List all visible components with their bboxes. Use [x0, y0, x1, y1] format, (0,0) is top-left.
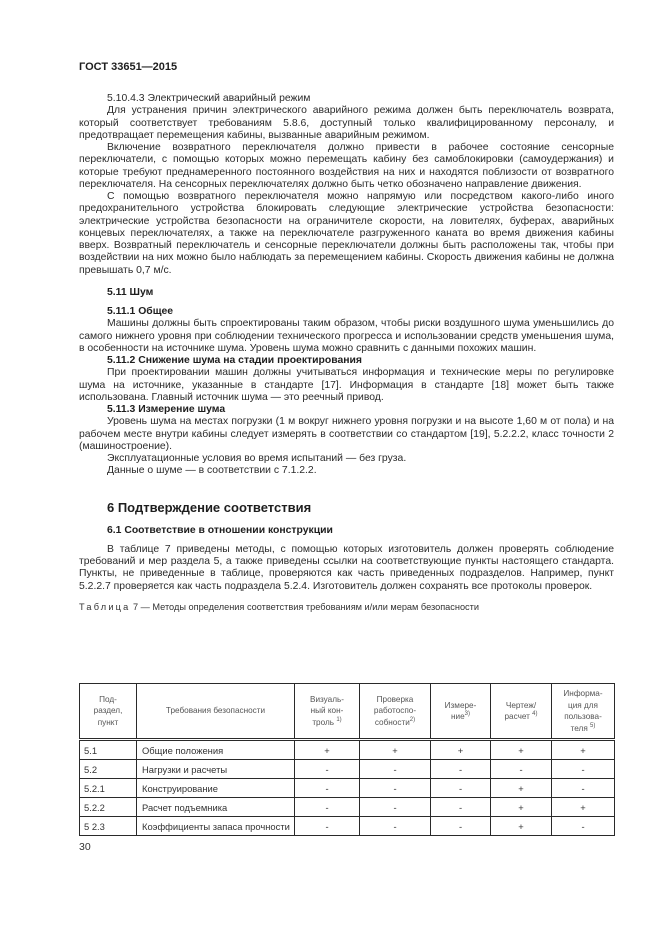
cell-info: -	[552, 817, 615, 836]
safety-methods-table	[79, 683, 615, 836]
cell-info: -	[552, 779, 615, 798]
cell-drawing: +	[491, 798, 552, 817]
section-5-11-title: 5.11 Шум	[107, 286, 154, 298]
header-clause: Под- раздел, пункт	[80, 684, 137, 740]
footnote-ref: 3)	[464, 711, 470, 717]
cell-drawing: +	[491, 740, 552, 760]
table-row	[80, 798, 615, 817]
cell-requirement: Коэффициенты запаса прочности	[137, 817, 295, 836]
section-5-11-3-title: 5.11.3 Измерение шума	[107, 404, 226, 415]
table-row	[80, 817, 615, 836]
paragraph: Уровень шума на местах погрузки (1 м вокруг нижнего уровня погрузки и на высоте 1,60 м от пола) и на рабочем месте внутри кабины следует измерять в соответствии со стандартом [19], 5.2.2.2, класс точности 2 (машиностроение).	[79, 416, 614, 452]
table-caption-text: 7 — Методы определения соответствия требованиям и/или мерам безопасности	[130, 601, 479, 612]
cell-function: -	[360, 760, 431, 779]
header-user-info: Информа- ция для пользова- теля $^{5)}$	[552, 684, 615, 740]
section-5-11-1-title: 5.11.1 Общее	[107, 306, 174, 317]
table-row	[80, 760, 615, 779]
cell-requirement: Нагрузки и расчеты	[137, 760, 295, 779]
table-row	[80, 779, 615, 798]
paragraph: Машины должны быть спроектированы таким образом, чтобы риски воздушного шума уменьшились до самого нижнего уровня при соблюдении технического прогресса и использовании средств уменьшения шума, в особенности на источнике шума. Уровень шума можно сравнить с данными похожих машин.	[79, 318, 614, 354]
footnote-ref: 1)	[336, 716, 342, 723]
cell-clause: 5.2.2	[80, 798, 137, 817]
cell-info: +	[552, 740, 615, 760]
footnote-ref: 5)	[590, 722, 596, 729]
cell-function: -	[360, 817, 431, 836]
cell-measure: -	[431, 760, 491, 779]
cell-measure: -	[431, 798, 491, 817]
paragraph: Эксплуатационные условия во время испытаний — без груза.	[107, 453, 407, 464]
cell-visual: -	[295, 760, 360, 779]
document-id-header: ГОСТ 33651—2015	[79, 61, 178, 73]
footnote-ref: 4)	[532, 711, 538, 717]
header-visual-check: Визуаль- ный кон- троль $^{1)}$	[295, 684, 360, 740]
footnote-ref: 2)	[409, 716, 416, 723]
cell-requirement: Расчет подъемника	[137, 798, 295, 817]
cell-visual: +	[295, 740, 360, 760]
section-6-1-title: 6.1 Соответствие в отношении конструкции	[107, 524, 333, 536]
header-measurement: Измере- ние$^{3)}$	[431, 684, 491, 740]
paragraph: Для устранения причин электрического аварийного режима должен быть переключатель возврата, который соответствует требованиям 5.8.6, доступный только квалифицированному персоналу, и предотвращает перемещения кабины, вызванные аварийным режимом.	[79, 105, 614, 141]
header-drawing: Чертеж/ расчет $^{4)}$	[491, 684, 552, 740]
section-5-11-2-title: 5.11.2 Снижение шума на стадии проектирования	[107, 355, 362, 366]
cell-requirement: Конструирование	[137, 779, 295, 798]
cell-clause: 5 2.3	[80, 817, 137, 836]
header-function-check: Проверка работоспо- собности$^{2)}$	[360, 684, 431, 740]
cell-info: -	[552, 760, 615, 779]
table-caption	[79, 601, 614, 613]
cell-info: +	[552, 798, 615, 817]
paragraph: В таблице 7 приведены методы, с помощью которых изготовитель должен проверять соблюдение требований и мер раздела 5, а также приведены ссылки на соответствующие пункты настоящего стандарта. Пункты, не приведенные в таблице, проверяются как часть приведенных подразделов. Например, пункт 5.2.2.7 проверяется как часть подраздела 5.2.4. Изготовитель должен сохранять все протоколы проверок.	[79, 543, 614, 592]
paragraph: Данные о шуме — в соответствии с 7.1.2.2.	[107, 465, 317, 477]
cell-function: -	[360, 798, 431, 817]
cell-visual: -	[295, 779, 360, 798]
paragraph: При проектировании машин должны учитываться информация и технические меры по регулировке шума на источнике, указанные в стандарте [17]. Информация в стандарте [18] может быть также использована. Главный источник шума — это реечный привод.	[79, 367, 614, 403]
cell-function: +	[360, 740, 431, 760]
section-6-title: 6 Подтверждение соответствия	[107, 499, 312, 515]
page-body	[79, 93, 614, 613]
table-caption-label: Таблица	[79, 601, 131, 612]
cell-measure: -	[431, 779, 491, 798]
cell-drawing: -	[491, 760, 552, 779]
cell-function: -	[360, 779, 431, 798]
table-row	[80, 740, 615, 760]
table-header-row	[80, 684, 615, 740]
cell-measure: -	[431, 817, 491, 836]
cell-visual: -	[295, 817, 360, 836]
paragraph: С помощью возвратного переключателя можно напрямую или посредством какого-либо иного предохранительного устройства блокировать следующие электрические устройства безопасности: электрические устройства безопасности на ограничителе скорости, на ловителях, буферах, аварийных концевых переключателях, а также на переключателе разгруженного каната во время движения кабины вверх. Возвратный переключатель и сенсорные переключатели должны быть расположены так, чтобы при воздействии на них можно было наблюдать за перемещением кабины. Скорость движения кабины не должна превышать 0,7 м/с.	[79, 191, 614, 276]
header-requirement: Требования безопасности	[137, 684, 295, 740]
section-5-10-4-3-title: 5.10.4.3 Электрический аварийный режим	[107, 93, 311, 104]
page-number: 30	[79, 841, 91, 853]
cell-clause: 5.1	[80, 740, 137, 760]
paragraph: Включение возвратного переключателя должно привести в рабочее состояние сенсорные переключатели, с помощью которых можно перемещать кабину без самоблокировки (самоудержания) и которые требуют преднамеренного постоянного воздействия на них и находятся поблизости от возвратного переключателя. На сенсорных переключателях должно быть четко обозначено направление движения.	[79, 142, 614, 190]
cell-drawing: +	[491, 817, 552, 836]
cell-measure: +	[431, 740, 491, 760]
cell-clause: 5.2.1	[80, 779, 137, 798]
cell-requirement: Общие положения	[137, 740, 295, 760]
cell-clause: 5.2	[80, 760, 137, 779]
cell-visual: -	[295, 798, 360, 817]
cell-drawing: +	[491, 779, 552, 798]
